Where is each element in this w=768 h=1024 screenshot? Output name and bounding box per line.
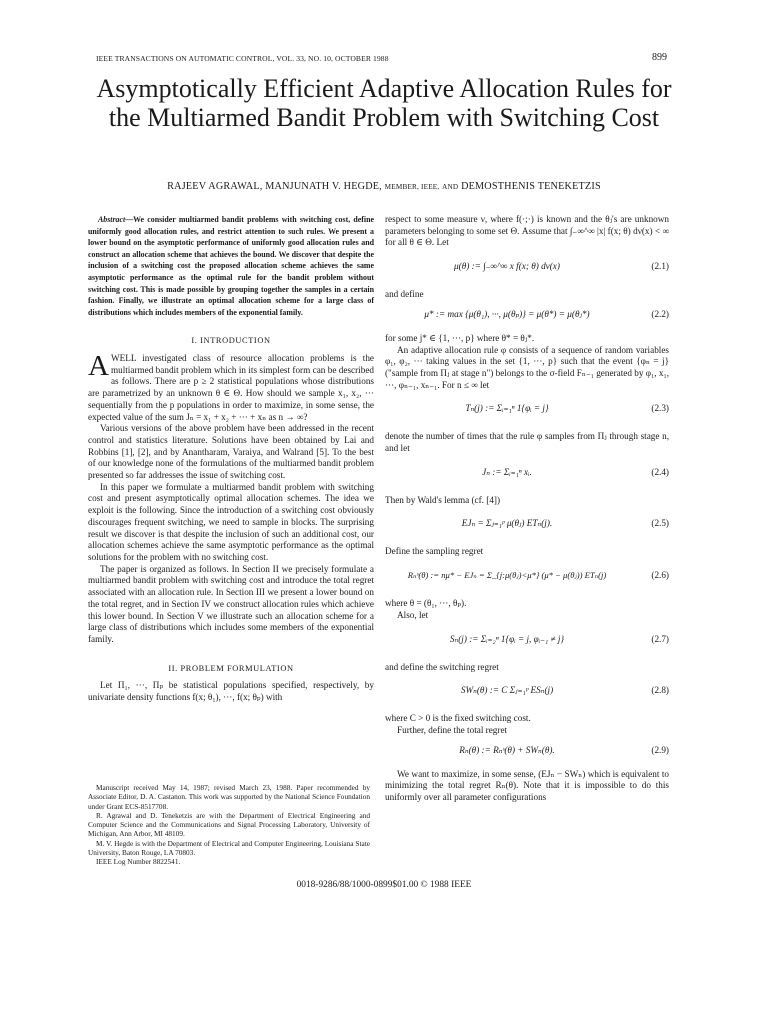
author-agrawal: RAJEEV AGRAWAL, bbox=[167, 181, 263, 192]
abstract-lead: Abstract bbox=[98, 215, 126, 224]
footnote-block bbox=[88, 783, 370, 867]
right-paragraph-10: and define the switching regret bbox=[385, 661, 499, 672]
equation-body: Tₙ(j) := Σᵢ₌₁ⁿ 1{φᵢ = j} bbox=[465, 403, 549, 414]
equation-number: (2.8) bbox=[651, 685, 669, 696]
author-hegde: MANJUNATH V. HEGDE, bbox=[265, 181, 382, 192]
footnote-affiliation-2: M. V. Hegde is with the Department of Electrical and Computer Engineering, Louisiana State University, Baton Rouge, LA 70803. bbox=[88, 838, 370, 858]
equation-number: (2.4) bbox=[651, 466, 669, 477]
right-paragraph-2: and define bbox=[385, 289, 424, 300]
equation-2-2 bbox=[385, 306, 669, 328]
paper-title: Asymptotically Efficient Adaptive Allocation Rules for the Multiarmed Bandit Problem with Switching Cost bbox=[96, 74, 672, 132]
equation-body: Rₙ(θ) := Rₙˢ(θ) + SWₙ(θ). bbox=[459, 744, 555, 755]
equation-2-4 bbox=[385, 460, 669, 490]
right-paragraph-7: Define the sampling regret bbox=[385, 546, 484, 557]
equation-number: (2.5) bbox=[651, 518, 669, 529]
member-label: MEMBER, IEEE, bbox=[384, 183, 440, 191]
equation-body: μ(θ) := ∫₋∞^∞ x f(x; θ) dν(x) bbox=[454, 261, 560, 272]
equation-body: SWₙ(θ) := C Σⱼ₌₁ᵖ ESₙ(j) bbox=[460, 685, 554, 696]
right-paragraph-12: Further, define the total regret bbox=[397, 724, 508, 735]
right-paragraph-5: denote the number of times that the rule φ samples from Πⱼ through stage n, and let bbox=[385, 431, 669, 454]
equation-body: EJₙ = Σⱼ₌₁ᵖ μ(θⱼ) ETₙ(j). bbox=[461, 518, 553, 529]
equation-body: Rₙˢ(θ) := nμ* − EJₙ = Σ_{j:μ(θⱼ)<μ*} (μ* − μ(θⱼ)) ETₙ(j) bbox=[407, 570, 607, 581]
author-line bbox=[96, 181, 672, 192]
equation-body: Jₙ := Σᵢ₌₁ⁿ xᵢ. bbox=[482, 466, 532, 477]
right-paragraph-9: Also, let bbox=[397, 609, 429, 620]
intro-paragraph-4: The paper is organized as follows. In Section II we precisely formulate a multiarmed bandit problem with switching cost and introduce the total regret associated with an allocation rule. In Section III we present a lower bound on the total regret, and in Section IV we construct allocation rules which achieve this lower bound. In Section V we illustrate such an allocation scheme for a large class of distributions which includes some members of the exponential family. bbox=[88, 563, 374, 644]
abstract bbox=[88, 214, 374, 318]
equation-2-1 bbox=[385, 254, 669, 284]
footnote-affiliation-1: R. Agrawal and D. Teneketzis are with the Department of Electrical Engineering and Computer Science and the Communications and Signal Processing Laboratory, University of Michigan, Ann Arbor, MI 48109. bbox=[88, 810, 370, 839]
intro-paragraph-2: Various versions of the above problem have been addressed in the recent control and statistics literature. Solutions have been obtained by Lai and Robbins [1], [2], and by Anantharam, Varaiya, and Walrand [5]. To the best of our knowledge none of the formulations of the multiarmed bandit problem presented so far addresses the issue of switching cost. bbox=[88, 423, 374, 481]
right-paragraph-4: An adaptive allocation rule φ consists of a sequence of random variables φ₁, φ₂, ··· taking values in the set {1, ···, p} such that the event {φₙ = j} ("sample from Πⱼ at stage n") belongs to the σ-field Fₙ₋₁ generated by φ₁, x₁, ···, φₙ₋₁, xₙ₋₁. For n ≤ ∞ let bbox=[385, 344, 669, 390]
equation-2-9 bbox=[385, 742, 669, 764]
equation-body: μ* := max {μ(θ₁), ···, μ(θₚ)} = μ(θ*) = μ(θⱼ*) bbox=[424, 308, 590, 319]
and-label: AND bbox=[442, 183, 459, 191]
author-teneketzis: DEMOSTHENIS TENEKETZIS bbox=[461, 181, 601, 192]
equation-number: (2.7) bbox=[651, 633, 669, 644]
equation-2-5 bbox=[385, 511, 669, 541]
equation-2-6 bbox=[385, 563, 669, 593]
equation-2-8 bbox=[385, 678, 669, 708]
abstract-text: —We consider multiarmed bandit problems with switching cost, define uniformly good allocation rules, and restrict attention to such rules. We present a lower bound on the asymptotic performance of uniformly good allocation rules and construct an allocation scheme that achieves the bound. We discover that despite the inclusion of a switching cost the proposed allocation scheme achieves the same asymptotic performance as the optimal rule for the bandit problem without switching cost. This is made possible by grouping together the samples in a certain fashion. Finally, we illustrate an optimal allocation scheme for a large class of distributions which includes members of the exponential family. bbox=[88, 215, 374, 317]
equation-2-3 bbox=[385, 396, 669, 426]
copyright-footer: 0018-9286/88/1000-0899$01.00 © 1988 IEEE bbox=[296, 880, 472, 890]
equation-2-7 bbox=[385, 627, 669, 657]
drop-cap: A bbox=[88, 350, 109, 383]
right-paragraph-1: respect to some measure ν, where f(·;·) is known and the θⱼ's are unknown parameters belonging to some set Θ. Assume that ∫₋∞^∞ |x| f(x; θ) dν(x) < ∞ for all θ ∈ Θ. Let bbox=[385, 214, 669, 248]
right-paragraph-3: for some j* ∈ {1, ···, p} where θ* = θⱼ*. bbox=[385, 332, 535, 343]
equation-number: (2.1) bbox=[651, 261, 669, 272]
page-number: 899 bbox=[652, 52, 667, 63]
right-paragraph-13: We want to maximize, in some sense, (EJₙ − SWₙ) which is equivalent to minimizing the total regret Rₙ(θ). Note that it is impossible to do this uniformly over all parameter configurations bbox=[385, 768, 669, 803]
footnote-manuscript: Manuscript received May 14, 1987; revised March 23, 1988. Paper recommended by Associate Editor, D. A. Castanon. This work was supported by the National Science Foundation under Grant ECS-8517708. bbox=[88, 783, 370, 811]
equation-number: (2.6) bbox=[651, 570, 669, 581]
right-paragraph-6: Then by Wald's lemma (cf. [4]) bbox=[385, 494, 501, 505]
left-column bbox=[88, 214, 374, 704]
section-heading-introduction: I. INTRODUCTION bbox=[191, 336, 271, 346]
section-heading-problem-formulation: II. PROBLEM FORMULATION bbox=[168, 663, 294, 673]
intro-paragraph-3: In this paper we formulate a multiarmed bandit problem with switching cost and present asymptotically optimal allocation schemes. The idea we exploit is the following. Since the introduction of a switching cost obviously discourages frequent switching, we need to sample in blocks. The surprising result we discover is that despite the inclusion of such an additional cost, our allocation schemes achieve the same asymptotic performance as the optimal solutions for the problem with no switching cost. bbox=[88, 481, 374, 562]
intro-paragraph-1 bbox=[88, 350, 374, 423]
equation-number: (2.3) bbox=[651, 403, 669, 414]
running-head: IEEE TRANSACTIONS ON AUTOMATIC CONTROL, VOL. 33, NO. 10, OCTOBER 1988 bbox=[96, 54, 389, 63]
right-paragraph-8: where θ = (θ₁, ···, θₚ). bbox=[385, 598, 467, 609]
equation-body: Sₙ(j) := Σᵢ₌₂ⁿ 1{φᵢ = j, φᵢ₋₁ ≠ j} bbox=[449, 633, 565, 644]
right-column bbox=[385, 214, 669, 804]
footnote-log-number: IEEE Log Number 8822541. bbox=[96, 857, 181, 867]
intro-paragraph-1-text: WELL investigated class of resource allocation problems is the multiarmed bandit problem which in its simplest form can be described as follows. There are p ≥ 2 statistical populations whose distributions are parametrized by an unknown θ ∈ Θ. How should we sample x₁, x₂, ··· sequentially from the p populations in order to maximize, in some sense, the expected value of the sum Jₙ = x₁ + x₂ + ··· + xₙ as n → ∞? bbox=[88, 353, 374, 422]
right-paragraph-11: where C > 0 is the fixed switching cost. bbox=[385, 713, 531, 724]
equation-number: (2.2) bbox=[651, 308, 669, 319]
problem-paragraph-1: Let Π₁, ···, Πₚ be statistical populations specified, respectively, by univariate density functions f(x; θ₁), ···, f(x; θₚ) with bbox=[88, 680, 374, 703]
equation-number: (2.9) bbox=[651, 744, 669, 755]
